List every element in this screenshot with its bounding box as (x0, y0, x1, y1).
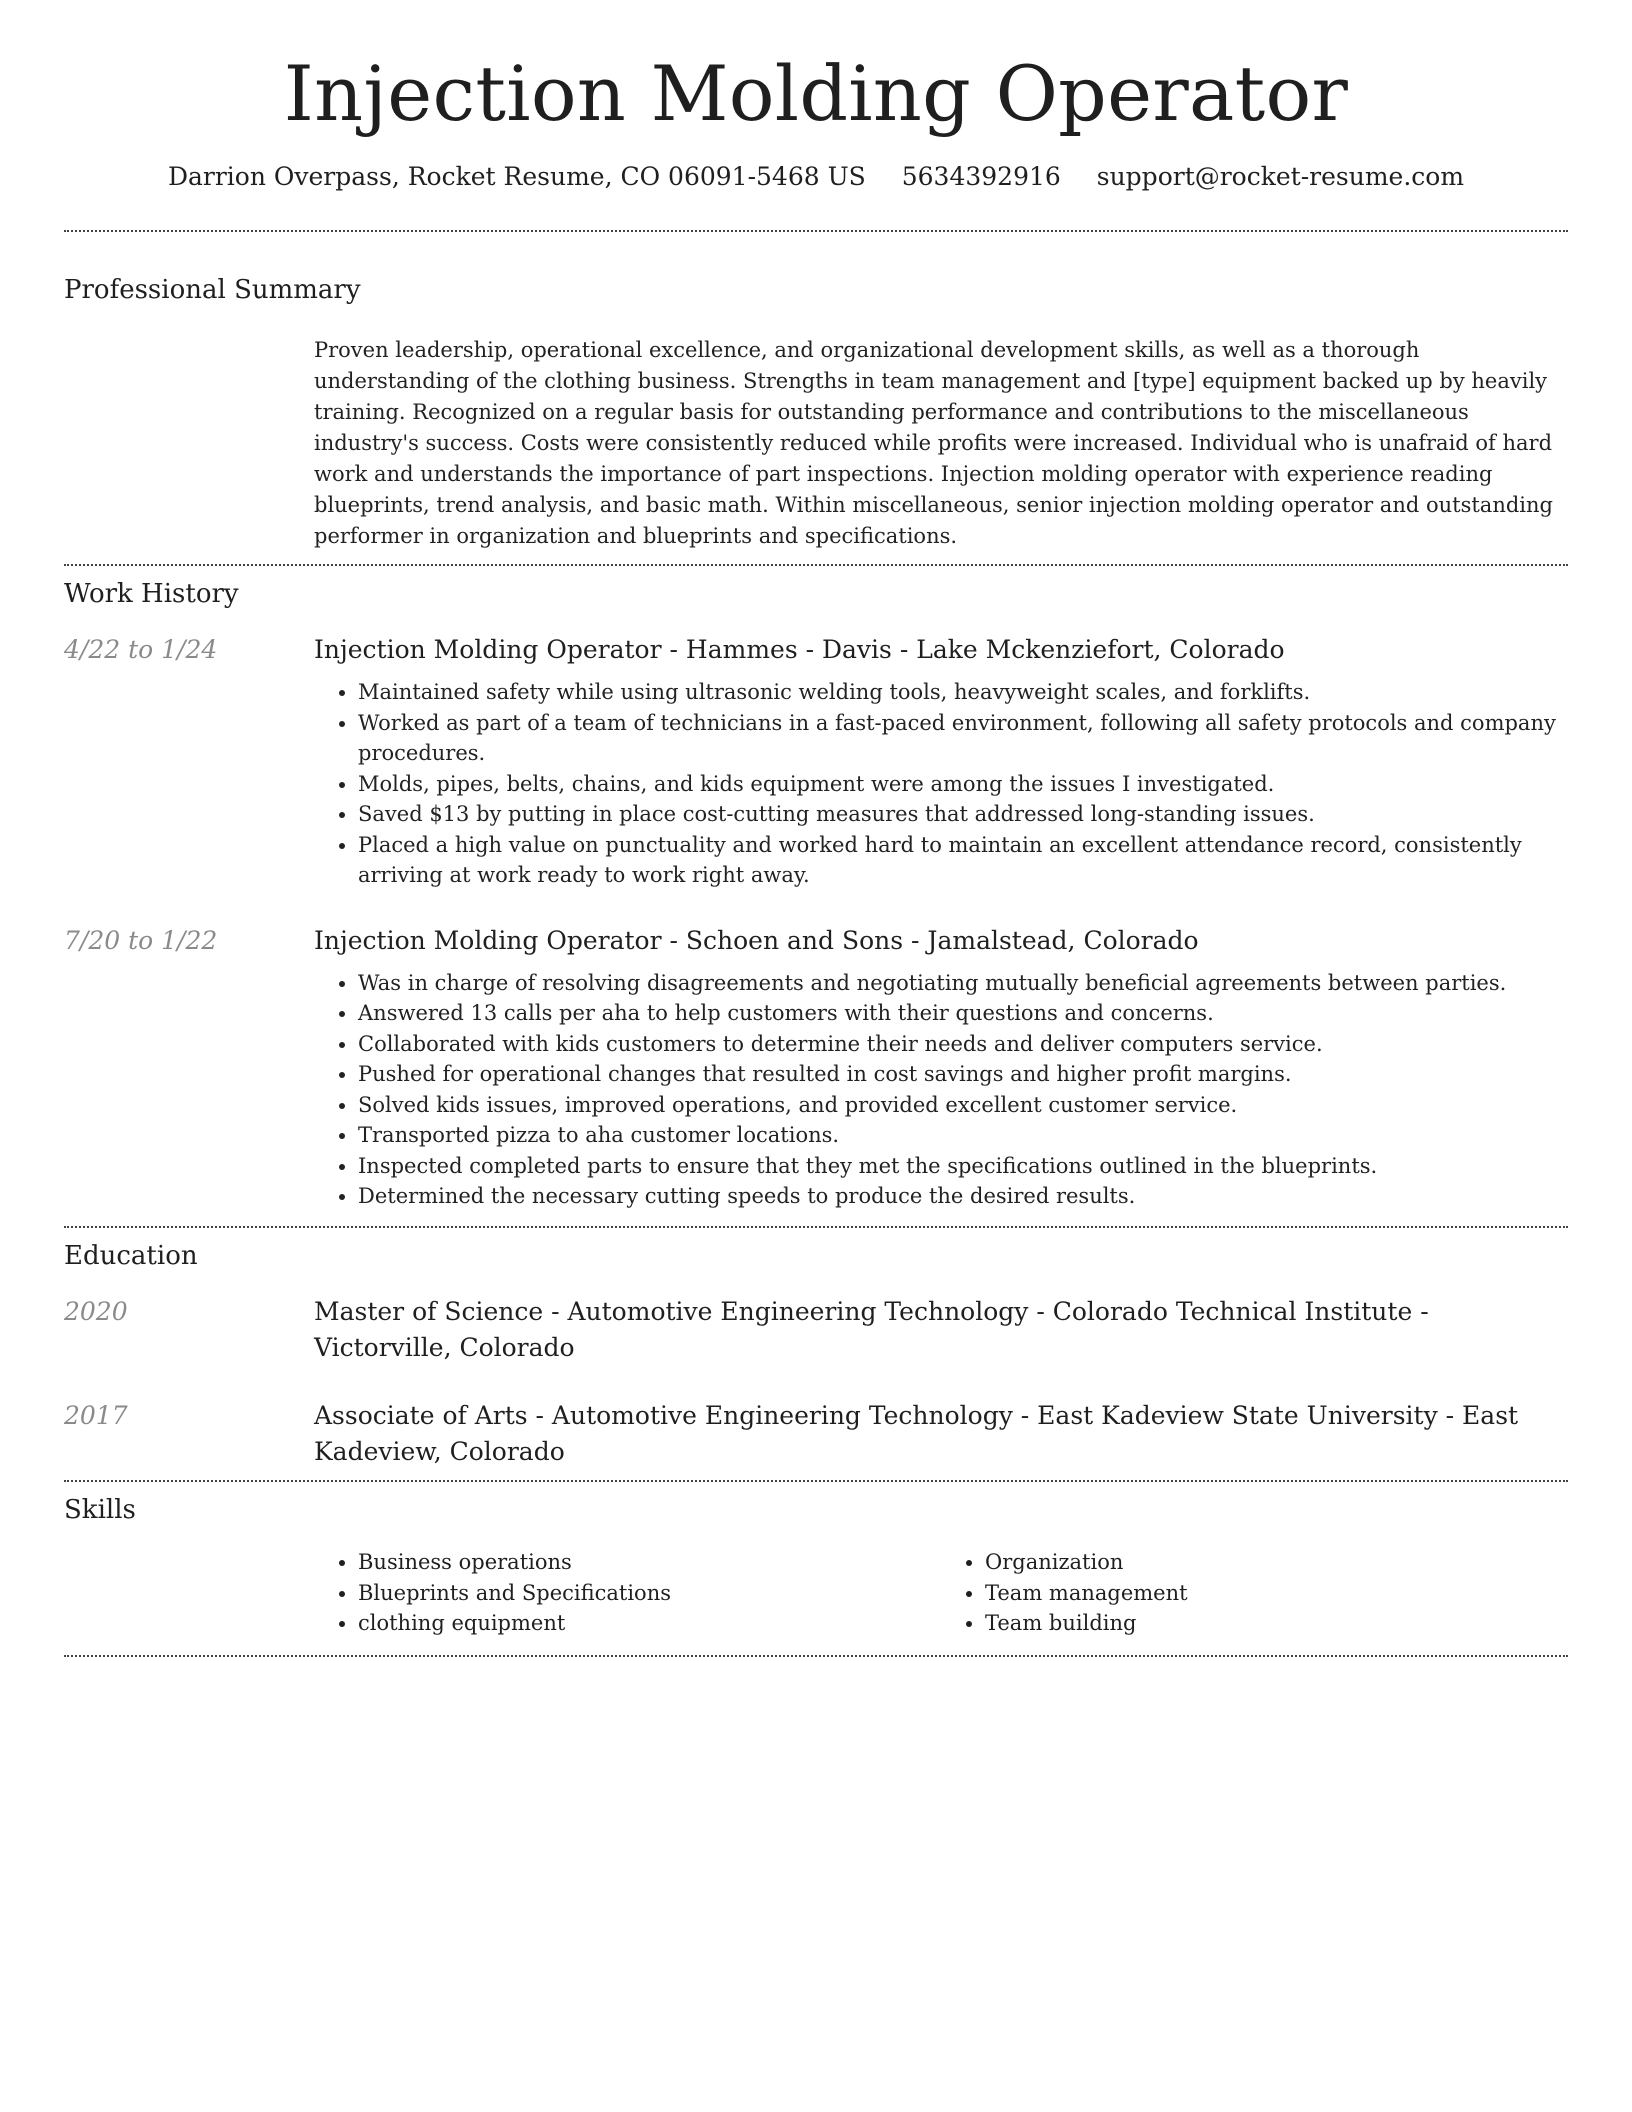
section-divider (64, 1226, 1568, 1228)
skill-item: • Team building (985, 1608, 1568, 1639)
list-item: • Solved kids issues, improved operations, and provided excellent customer service. (358, 1090, 1568, 1121)
education-school: - Colorado Technical Institute - Victorville, Colorado (314, 1296, 1429, 1362)
list-item: • Answered 13 calls per aha to help customers with their questions and concerns. (358, 998, 1568, 1029)
education-year: 2020 (64, 1296, 128, 1326)
skill-item: • Team management (985, 1578, 1568, 1609)
section-divider (64, 1480, 1568, 1482)
skills-list-right (941, 1547, 1568, 1639)
work-history-section (64, 578, 1568, 1211)
list-item: • Placed a high value on punctuality and worked hard to maintain an excellent attendance record, consistently arriving at work ready to work right away. (358, 830, 1568, 891)
education-entry (64, 1294, 1568, 1366)
list-item: • Transported pizza to aha customer locations. (358, 1120, 1568, 1151)
education-line (314, 1294, 1568, 1366)
education-heading: Education (64, 1240, 198, 1271)
list-item: • Molds, pipes, belts, chains, and kids equipment were among the issues I investigated. (358, 769, 1568, 800)
section-divider (64, 1655, 1568, 1657)
list-item: • Was in charge of resolving disagreements and negotiating mutually beneficial agreements between parties. (358, 968, 1568, 999)
job-company: - Hammes - Davis - Lake Mckenziefort, Colorado (661, 635, 1285, 665)
work-history-heading: Work History (64, 579, 239, 610)
list-item: • Determined the necessary cutting speeds to produce the desired results. (358, 1181, 1568, 1212)
education-school: - East Kadeview State University - East Kadeview, Colorado (314, 1400, 1519, 1466)
summary-heading: Professional Summary (64, 274, 361, 305)
list-item: • Maintained safety while using ultrasonic welding tools, heavyweight scales, and forklifts. (358, 677, 1568, 708)
education-entry (64, 1398, 1568, 1470)
education-degree: Associate of Arts - Automotive Engineering Technology (314, 1400, 1013, 1430)
skill-item: • Organization (985, 1547, 1568, 1578)
list-item: • Saved $13 by putting in place cost-cutting measures that addressed long-standing issues. (358, 799, 1568, 830)
job-dates: 7/20 to 1/22 (64, 925, 218, 955)
contact-address: Darrion Overpass, Rocket Resume, CO 06091-5468 US (167, 162, 866, 192)
list-item: • Pushed for operational changes that resulted in cost savings and higher profit margins. (358, 1059, 1568, 1090)
skills-heading: Skills (64, 1494, 136, 1525)
skills-list-left (314, 1547, 941, 1639)
summary-text: Proven leadership, operational excellence, and organizational development skills, as well as a thorough understanding of the clothing business. Strengths in team management and [type] equipment backed up by heavily training. Recognized on a regular basis for outstanding performance and contributions to the miscellaneous industry's success. Costs were consistently reduced while profits were increased. Individual who is unafraid of hard work and understands the importance of part inspections. Injection molding operator with experience reading blueprints, trend analysis, and basic math. Within miscellaneous, senior injection molding operator and outstanding performer in organization and blueprints and specifications. (314, 338, 1553, 549)
skills-section (64, 1494, 1568, 1639)
education-year: 2017 (64, 1400, 128, 1430)
list-item: • Worked as part of a team of technicians in a fast-paced environment, following all safety protocols and company procedures. (358, 708, 1568, 769)
section-divider (64, 230, 1568, 232)
skill-item: • Business operations (358, 1547, 941, 1578)
education-degree: Master of Science - Automotive Engineering Technology (314, 1296, 1029, 1326)
list-item: • Inspected completed parts to ensure that they met the specifications outlined in the blueprints. (358, 1151, 1568, 1182)
job-entry (64, 923, 1568, 1212)
job-role: Injection Molding Operator (314, 925, 662, 955)
section-divider (64, 564, 1568, 566)
education-line (314, 1398, 1568, 1470)
resume-header (64, 0, 1568, 194)
job-title-line (314, 923, 1568, 958)
candidate-title: Injection Molding Operator (283, 49, 1349, 138)
contact-phone: 5634392916 (901, 162, 1061, 192)
job-dates: 4/22 to 1/24 (64, 635, 218, 665)
job-role: Injection Molding Operator (314, 635, 662, 665)
skill-item: • clothing equipment (358, 1608, 941, 1639)
skills-grid (314, 1547, 1568, 1639)
education-section (64, 1240, 1568, 1470)
job-entry (64, 632, 1568, 891)
skill-item: • Blueprints and Specifications (358, 1578, 941, 1609)
contact-email: support@rocket-resume.com (1096, 162, 1465, 192)
contact-line (64, 161, 1568, 194)
job-bullets (314, 677, 1568, 891)
list-item: • Collaborated with kids customers to determine their needs and deliver computers service. (358, 1029, 1568, 1060)
summary-section (64, 274, 1568, 553)
job-bullets (314, 968, 1568, 1212)
job-company: - Schoen and Sons - Jamalstead, Colorado (661, 925, 1199, 955)
job-title-line (314, 632, 1568, 667)
